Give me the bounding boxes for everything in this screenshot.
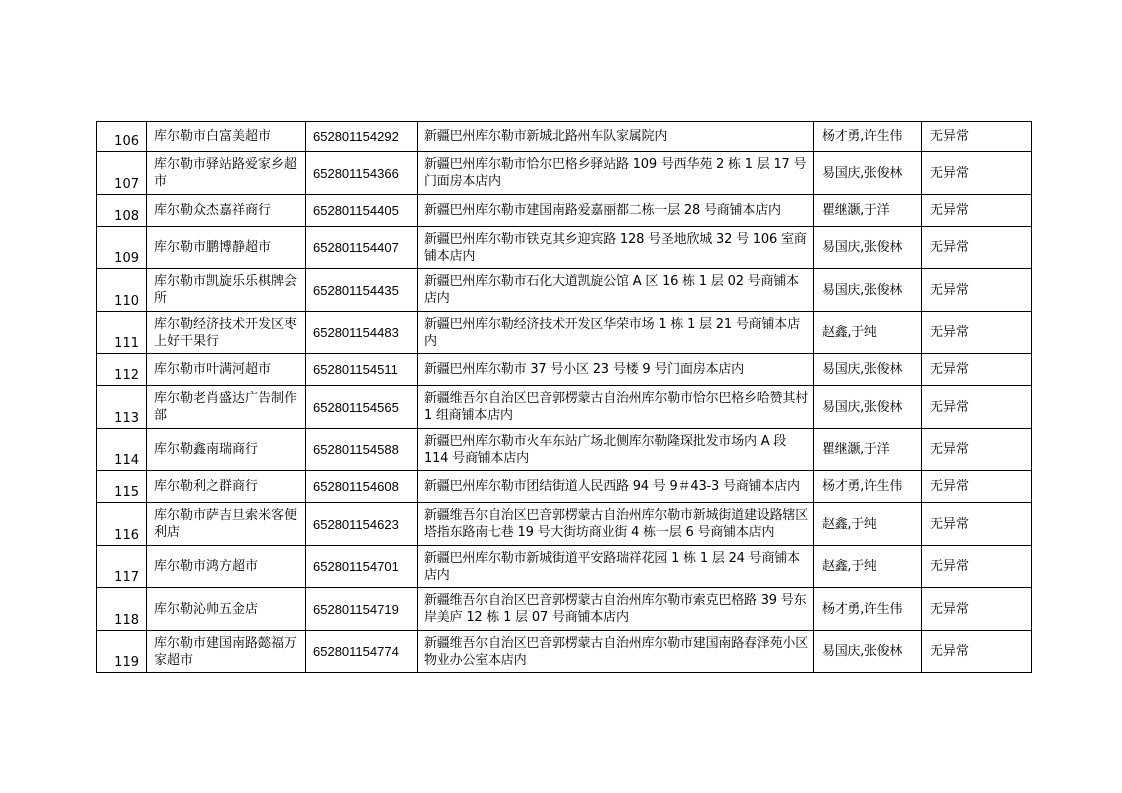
address-cell: 新疆巴州库尔勒经济技术开发区华荣市场 1 栋 1 层 21 号商铺本店内 — [418, 312, 814, 354]
table-row — [97, 269, 1032, 312]
row-number-cell: 112 — [97, 354, 147, 386]
row-number-cell: 116 — [97, 503, 147, 546]
table-row — [97, 354, 1032, 386]
result-cell: 无异常 — [922, 588, 1032, 631]
business-name-cell: 库尔勒市建国南路懿福万家超市 — [147, 631, 306, 673]
table-row — [97, 429, 1032, 471]
row-number-cell: 115 — [97, 471, 147, 503]
inspectors-cell: 易国庆,张俊林 — [814, 386, 922, 429]
result-cell: 无异常 — [922, 503, 1032, 546]
result-cell: 无异常 — [922, 269, 1032, 312]
result-cell: 无异常 — [922, 471, 1032, 503]
inspectors-cell: 赵鑫,于纯 — [814, 546, 922, 588]
business-name-cell: 库尔勒市萨吉旦索米客便利店 — [147, 503, 306, 546]
row-number-cell: 111 — [97, 312, 147, 354]
business-name-cell: 库尔勒市驿站路爱家乡超市 — [147, 152, 306, 195]
registration-code-cell: 652801154292 — [306, 122, 418, 152]
registration-code-cell: 652801154435 — [306, 269, 418, 312]
registration-code-cell: 652801154511 — [306, 354, 418, 386]
table-row — [97, 546, 1032, 588]
business-name-cell: 库尔勒市鹏博静超市 — [147, 227, 306, 269]
registration-code-cell: 652801154565 — [306, 386, 418, 429]
inspectors-cell: 赵鑫,于纯 — [814, 312, 922, 354]
result-cell: 无异常 — [922, 195, 1032, 227]
address-cell: 新疆巴州库尔勒市恰尔巴格乡驿站路 109 号西华苑 2 栋 1 层 17 号门面房本店内 — [418, 152, 814, 195]
address-cell: 新疆维吾尔自治区巴音郭楞蒙古自治州库尔勒市建国南路春泽苑小区物业办公室本店内 — [418, 631, 814, 673]
address-cell: 新疆巴州库尔勒市火车东站广场北侧库尔勒隆琛批发市场内 A 段 114 号商铺本店内 — [418, 429, 814, 471]
table-row — [97, 503, 1032, 546]
row-number-cell: 108 — [97, 195, 147, 227]
row-number-cell: 117 — [97, 546, 147, 588]
inspectors-cell: 赵鑫,于纯 — [814, 503, 922, 546]
inspectors-cell: 易国庆,张俊林 — [814, 631, 922, 673]
address-cell: 新疆巴州库尔勒市新城街道平安路瑞祥花园 1 栋 1 层 24 号商铺本店内 — [418, 546, 814, 588]
registration-code-cell: 652801154405 — [306, 195, 418, 227]
inspectors-cell: 杨才勇,许生伟 — [814, 588, 922, 631]
registration-code-cell: 652801154701 — [306, 546, 418, 588]
inspectors-cell: 瞿继灏,于洋 — [814, 429, 922, 471]
business-name-cell: 库尔勒经济技术开发区枣上好干果行 — [147, 312, 306, 354]
table-row — [97, 471, 1032, 503]
table-row — [97, 152, 1032, 195]
inspectors-cell: 瞿继灏,于洋 — [814, 195, 922, 227]
table-row — [97, 122, 1032, 152]
registration-code-cell: 652801154407 — [306, 227, 418, 269]
inspection-records-table — [96, 121, 1032, 673]
business-name-cell: 库尔勒市凯旋乐乐棋牌会所 — [147, 269, 306, 312]
registration-code-cell: 652801154483 — [306, 312, 418, 354]
table-row — [97, 631, 1032, 673]
business-name-cell: 库尔勒市白富美超市 — [147, 122, 306, 152]
result-cell: 无异常 — [922, 631, 1032, 673]
table-row — [97, 195, 1032, 227]
inspectors-cell: 易国庆,张俊林 — [814, 269, 922, 312]
row-number-cell: 118 — [97, 588, 147, 631]
inspectors-cell: 杨才勇,许生伟 — [814, 471, 922, 503]
address-cell: 新疆巴州库尔勒市铁克其乡迎宾路 128 号圣地欣城 32 号 106 室商铺本店内 — [418, 227, 814, 269]
registration-code-cell: 652801154588 — [306, 429, 418, 471]
inspectors-cell: 易国庆,张俊林 — [814, 227, 922, 269]
result-cell: 无异常 — [922, 152, 1032, 195]
address-cell: 新疆维吾尔自治区巴音郭楞蒙古自治州库尔勒市索克巴格路 39 号东岸美庐 12 栋 1 层 07 号商铺本店内 — [418, 588, 814, 631]
business-name-cell: 库尔勒老肖盛达广告制作部 — [147, 386, 306, 429]
row-number-cell: 114 — [97, 429, 147, 471]
result-cell: 无异常 — [922, 546, 1032, 588]
row-number-cell: 119 — [97, 631, 147, 673]
business-name-cell: 库尔勒鑫南瑞商行 — [147, 429, 306, 471]
result-cell: 无异常 — [922, 227, 1032, 269]
row-number-cell: 109 — [97, 227, 147, 269]
result-cell: 无异常 — [922, 429, 1032, 471]
registration-code-cell: 652801154366 — [306, 152, 418, 195]
row-number-cell: 107 — [97, 152, 147, 195]
row-number-cell: 113 — [97, 386, 147, 429]
registration-code-cell: 652801154774 — [306, 631, 418, 673]
registration-code-cell: 652801154608 — [306, 471, 418, 503]
address-cell: 新疆巴州库尔勒市建国南路爱嘉丽都二栋一层 28 号商铺本店内 — [418, 195, 814, 227]
address-cell: 新疆巴州库尔勒市 37 号小区 23 号楼 9 号门面房本店内 — [418, 354, 814, 386]
business-name-cell: 库尔勒沁帅五金店 — [147, 588, 306, 631]
table-row — [97, 227, 1032, 269]
result-cell: 无异常 — [922, 312, 1032, 354]
inspectors-cell: 易国庆,张俊林 — [814, 152, 922, 195]
business-name-cell: 库尔勒市鸿方超市 — [147, 546, 306, 588]
address-cell: 新疆巴州库尔勒市新城北路州车队家属院内 — [418, 122, 814, 152]
registration-code-cell: 652801154719 — [306, 588, 418, 631]
result-cell: 无异常 — [922, 354, 1032, 386]
business-name-cell: 库尔勒市叶满河超市 — [147, 354, 306, 386]
address-cell: 新疆维吾尔自治区巴音郭楞蒙古自治州库尔勒市恰尔巴格乡哈赞其村 1 组商铺本店内 — [418, 386, 814, 429]
row-number-cell: 110 — [97, 269, 147, 312]
business-name-cell: 库尔勒利之群商行 — [147, 471, 306, 503]
table-body — [97, 122, 1032, 673]
address-cell: 新疆巴州库尔勒市石化大道凯旋公馆 A 区 16 栋 1 层 02 号商铺本店内 — [418, 269, 814, 312]
address-cell: 新疆维吾尔自治区巴音郭楞蒙古自治州库尔勒市新城街道建设路辖区塔指东路南七巷 19 号大街坊商业街 4 栋一层 6 号商铺本店内 — [418, 503, 814, 546]
table-row — [97, 312, 1032, 354]
address-cell: 新疆巴州库尔勒市团结街道人民西路 94 号 9＃43-3 号商铺本店内 — [418, 471, 814, 503]
result-cell: 无异常 — [922, 122, 1032, 152]
result-cell: 无异常 — [922, 386, 1032, 429]
business-name-cell: 库尔勒众杰嘉祥商行 — [147, 195, 306, 227]
table-row — [97, 386, 1032, 429]
inspectors-cell: 杨才勇,许生伟 — [814, 122, 922, 152]
registration-code-cell: 652801154623 — [306, 503, 418, 546]
row-number-cell: 106 — [97, 122, 147, 152]
table-row — [97, 588, 1032, 631]
inspectors-cell: 易国庆,张俊林 — [814, 354, 922, 386]
